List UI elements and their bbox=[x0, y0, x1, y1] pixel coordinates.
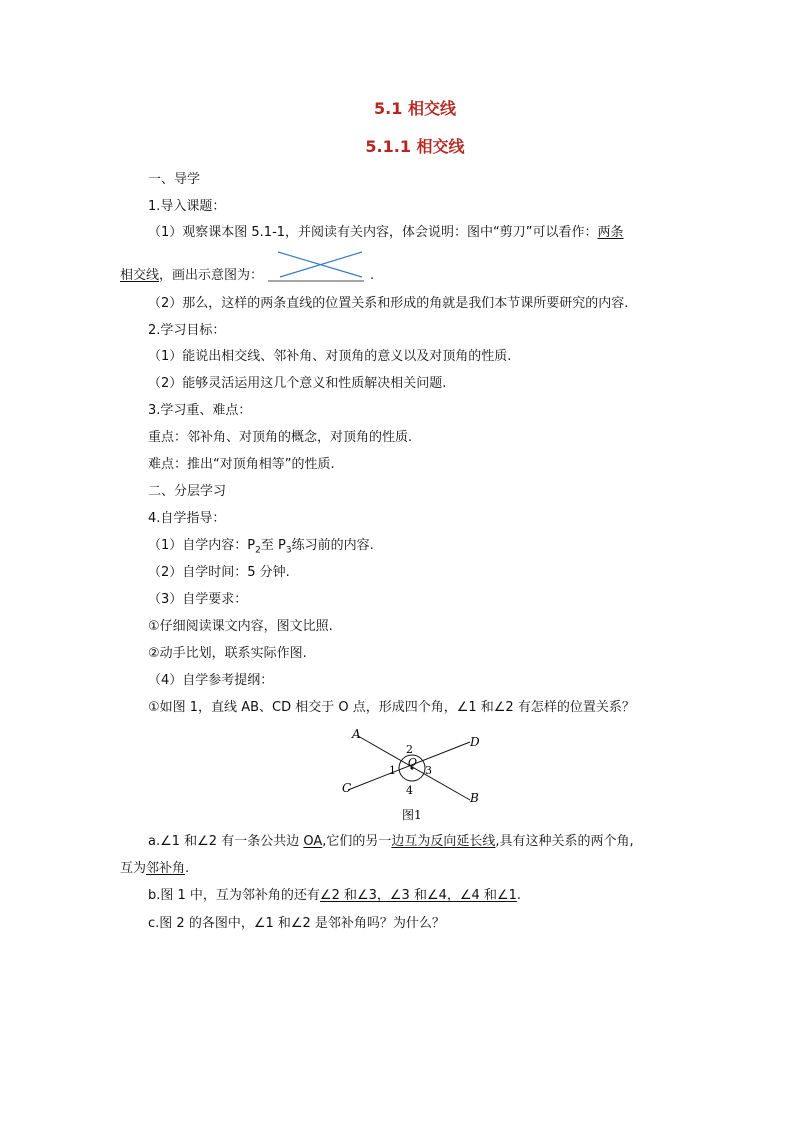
text: 至 P bbox=[260, 538, 286, 553]
answer-blank: 边互为反向延长线 bbox=[391, 834, 496, 849]
goal-1: （1）能说出相交线、邻补角、对顶角的意义以及对顶角的性质. bbox=[148, 349, 512, 364]
self-study-time: （2）自学时间：5 分钟. bbox=[148, 565, 290, 580]
paragraph-observe bbox=[148, 225, 624, 241]
angle-1-label: 1 bbox=[389, 764, 396, 777]
paragraph-observe-cont bbox=[120, 268, 263, 284]
item-intro-topic: 1.导入课题： bbox=[148, 199, 226, 214]
answer-b bbox=[148, 888, 521, 904]
subsection-title: 5.1.1 相交线 bbox=[365, 137, 465, 156]
label-a: A bbox=[352, 727, 361, 741]
text: . bbox=[185, 861, 190, 876]
answer-blank: 相交线 bbox=[120, 268, 160, 283]
requirement-1: ①仔细阅读课文内容，图文比照. bbox=[148, 619, 333, 634]
label-c: C bbox=[342, 781, 352, 795]
text: . bbox=[516, 888, 522, 903]
answer-a-line1 bbox=[148, 834, 634, 850]
goal-2: （2）能够灵活运用这几个意义和性质解决相关问题. bbox=[148, 376, 447, 391]
item-self-study-guide: 4.自学指导： bbox=[148, 511, 226, 526]
self-study-outline: （4）自学参考提纲： bbox=[148, 673, 274, 688]
outline-question-1: ①如图 1，直线 AB、CD 相交于 O 点，形成四个角，∠1 和∠2 有怎样的位置关系？ bbox=[148, 700, 635, 715]
angle-4-label: 4 bbox=[406, 784, 413, 797]
text: ,具有这种关系的两个角, bbox=[495, 834, 634, 849]
label-o: O bbox=[408, 756, 418, 769]
subscript: 2 bbox=[255, 545, 261, 556]
text: b.图 1 中，互为邻补角的还有 bbox=[148, 888, 320, 903]
self-study-requirements: （3）自学要求： bbox=[148, 592, 248, 607]
answer-blank: 邻补角 bbox=[146, 861, 186, 876]
label-b: B bbox=[470, 791, 479, 805]
text: （1）观察课本图 5.1-1，并阅读有关内容，体会说明：图中“剪刀”可以看作： bbox=[148, 225, 598, 240]
text: ，画出示意图为： bbox=[159, 268, 264, 283]
difficult-point: 难点：推出“对顶角相等”的性质. bbox=[148, 457, 335, 472]
paragraph-study-content: （2）那么，这样的两条直线的位置关系和形成的角就是我们本节课所要研究的内容. bbox=[148, 296, 629, 311]
self-study-content bbox=[148, 538, 374, 559]
text: ,它们的另一 bbox=[322, 834, 392, 849]
item-learning-goals: 2.学习目标： bbox=[148, 323, 226, 338]
text: 练习前的内容. bbox=[291, 538, 374, 553]
figure-caption: 图1 bbox=[402, 808, 422, 822]
question-c: c.图 2 的各图中，∠1 和∠2 是邻补角吗？为什么？ bbox=[148, 916, 445, 931]
answer-blank: OA bbox=[303, 834, 323, 849]
period: . bbox=[370, 268, 375, 283]
heading-guide: 一、导学 bbox=[148, 172, 201, 187]
section-title: 5.1 相交线 bbox=[374, 99, 456, 118]
text: （1）自学内容：P bbox=[148, 538, 256, 553]
angle-3-label: 3 bbox=[425, 764, 432, 777]
answer-a-line2 bbox=[120, 861, 189, 877]
requirement-2: ②动手比划，联系实际作图. bbox=[148, 646, 307, 661]
answer-blank: ∠2 和∠3，∠3 和∠4，∠4 和∠1 bbox=[319, 888, 517, 903]
key-point: 重点：邻补角、对顶角的概念，对顶角的性质. bbox=[148, 430, 413, 445]
label-d: D bbox=[470, 735, 480, 749]
heading-layered-study: 二、分层学习 bbox=[148, 484, 227, 499]
answer-blank: 两条 bbox=[597, 225, 624, 240]
subscript: 3 bbox=[285, 545, 292, 556]
angle-2-label: 2 bbox=[406, 743, 413, 756]
text: a.∠1 和∠2 有一条公共边 bbox=[148, 834, 304, 849]
item-key-points: 3.学习重、难点： bbox=[148, 403, 252, 418]
figure-1-intersecting-lines bbox=[330, 722, 500, 826]
text: 互为 bbox=[120, 861, 147, 876]
intersecting-lines-sketch bbox=[266, 248, 376, 284]
